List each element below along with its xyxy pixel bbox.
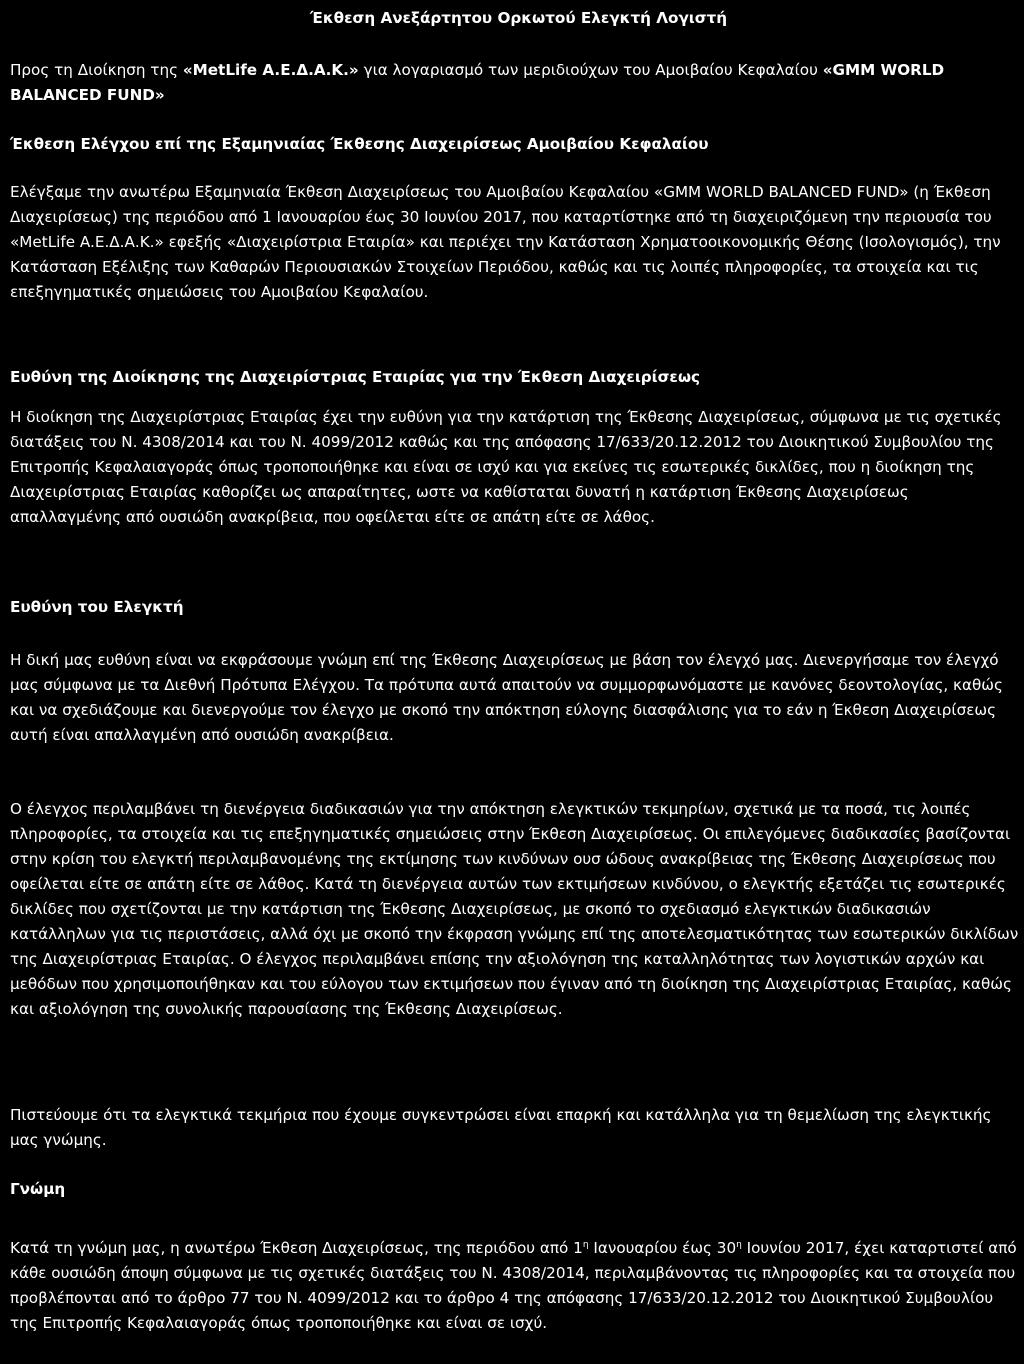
addressee-prefix: Προς τη Διοίκηση της <box>10 61 183 79</box>
management-responsibility-heading: Ευθύνη της Διοίκησης της Διαχειρίστριας Εταιρίας για την Έκθεση Διαχειρίσεως <box>10 368 701 386</box>
opinion-text-part-2: Ιανουαρίου έως 30 <box>588 1239 737 1257</box>
company-name: «MetLife A.E.Δ.Α.Κ.» <box>182 61 359 79</box>
opinion-text-part-1: Κατά τη γνώμη μας, η ανωτέρω Έκθεση Διαχειρίσεως, της περιόδου από 1 <box>10 1239 583 1257</box>
auditor-paragraph-2: Ο έλεγχος περιλαμβάνει τη διενέργεια διαδικασιών για την απόκτηση ελεγκτικών τεκμηρίων, σχετικά με τα ποσά, τις λοιπές πληροφορίες, τα στοιχεία και τις επεξηγηματικές σημειώσεις στην Έκθεση Διαχειρίσεως. Οι επιλεγόμενες διαδικασίες βασίζονται στην κρίση του ελεγκτή περιλαμβανομένης της εκτίμησης των κινδύνων ουσ ώδους ανακρίβειας της Έκθεσης Διαχειρίσεως που οφείλεται είτε σε απάτη είτε σε λάθος. Κατά τη διενέργεια αυτών των εκτιμήσεων κινδύνου, ο ελεγκτής εξετάζει τις εσωτερικές δικλίδες που σχετίζονται με την κατάρτιση της Έκθεσης Διαχειρίσεως, με σκοπό το σχεδιασμό ελεγκτικών διαδικασιών κατάλληλων για τις περιστάσεις, αλλά όχι με σκοπό την έκφραση γνώμης επί της αποτελεσματικότητας των εσωτερικών δικλίδων της Διαχειρίστριας Εταιρίας. Ο έλεγχος περιλαμβάνει επίσης την αξιολόγηση της καταλληλότητας των λογιστικών αρχών και μεθόδων που χρησιμοποιήθηκαν και του εύλογου των εκτιμήσεων που έγιναν από τη διοίκηση της Διαχειρίστριας Εταιρίας, καθώς και αξιολόγηση της συνολικής παρουσίασης της Έκθεσης Διαχειρίσεως. <box>10 800 1019 1018</box>
addressee-middle: για λογαριασμό των μεριδιούχων του Αμοιβαίου Κεφαλαίου <box>358 61 823 79</box>
opinion-heading: Γνώμη <box>10 1180 66 1198</box>
report-heading: Έκθεση Ελέγχου επί της Εξαμηνιαίας Έκθεσης Διαχειρίσεως Αμοιβαίου Κεφαλαίου <box>10 135 709 153</box>
management-responsibility-paragraph: Η διοίκηση της Διαχειρίστριας Εταιρίας έχει την ευθύνη για την κατάρτιση της Έκθεσης Διαχειρίσεως, σύμφωνα με τις σχετικές διατάξεις του Ν. 4308/2014 και του Ν. 4099/2012 καθώς και της απόφασης 17/633/20.12.2012 του Διοικητικού Συμβουλίου της Επιτροπής Κεφαλαιαγοράς όπως τροποποιήθηκε και είναι σε ισχύ και για εκείνες τις εσωτερικές δικλίδες, που η διοίκηση της Διαχειρίστριας Εταιρίας καθορίζει ως απαραίτητες, ωστε να καθίσταται δυνατή η κατάρτιση Έκθεσης Διαχειρίσεως απαλλαγμένης από ουσιώδη ανακρίβεια, που οφείλεται είτε σε απάτη είτε σε λάθος. <box>10 408 1002 526</box>
document-title: Έκθεση Ανεξάρτητου Ορκωτού Ελεγκτή Λογιστή <box>310 9 728 27</box>
auditor-paragraph-3: Πιστεύουμε ότι τα ελεγκτικά τεκμήρια που έχουμε συγκεντρώσει είναι επαρκή και κατάλληλα για τη θεμελίωση της ελεγκτικής μας γνώμης. <box>10 1106 992 1149</box>
opinion-superscript-2: η <box>736 1240 742 1250</box>
opinion-paragraph <box>10 1236 1022 1336</box>
opinion-superscript-1: η <box>582 1240 589 1250</box>
auditor-paragraph-1: Η δική μας ευθύνη είναι να εκφράσουμε γνώμη επί της Έκθεσης Διαχειρίσεως με βάση τον έλεγχό μας. Διενεργήσαμε τον έλεγχό μας σύμφωνα με τα Διεθνή Πρότυπα Ελέγχου. Τα πρότυπα αυτά απαιτούν να συμμορφωνόμαστε με κανόνες δεοντολογίας, καθώς και να σχεδιάζουμε και διενεργούμε τον έλεγχο με σκοπό την απόκτηση εύλογης διασφάλισης για το εάν η Έκθεση Διαχειρίσεως αυτή είναι απαλλαγμένη από ουσιώδη ανακρίβεια. <box>10 651 1003 744</box>
intro-paragraph: Ελέγξαμε την ανωτέρω Εξαμηνιαία Έκθεση Διαχειρίσεως του Αμοιβαίου Κεφαλαίου «GMM WORLD BALANCED FUND» (η Έκθεση Διαχειρίσεως) της περιόδου από 1 Ιανουαρίου έως 30 Ιουνίου 2017, που καταρτίστηκε από τη διαχειριζόμενη την περιουσία του «MetLife A.E.Δ.Α.Κ.» εφεξής «Διαχειρίστρια Εταιρία» και περιέχει την Κατάσταση Χρηματοοικονομικής Θέσης (Ισολογισμός), την Κατάσταση Εξέλιξης των Καθαρών Περιουσιακών Στοιχείων Περιόδου, καθώς και τις λοιπές πληροφορίες, τα στοιχεία και τις επεξηγηματικές σημειώσεις του Αμοιβαίου Κεφαλαίου. <box>10 183 1001 301</box>
addressee-paragraph <box>10 58 1022 108</box>
opinion-text-part-3: Ιουνίου 2017, έχει καταρτιστεί από κάθε ουσιώδη άποψη σύμφωνα με τις σχετικές διατάξεις του Ν. 4308/2014, περιλαμβάνοντας τις πληροφορίες και τα στοιχεία που προβλέπονται από το άρθρο 77 του Ν. 4099/2012 και το άρθρο 4 της απόφασης 17/633/20.12.2012 του Διοικητικού Συμβουλίου της Επιτροπής Κεφαλαιαγοράς όπως τροποποιήθηκε και είναι σε ισχύ. <box>10 1239 1017 1332</box>
auditor-responsibility-heading: Ευθύνη του Ελεγκτή <box>10 598 184 616</box>
fund-name: «GMM WORLD BALANCED FUND» <box>10 61 945 104</box>
